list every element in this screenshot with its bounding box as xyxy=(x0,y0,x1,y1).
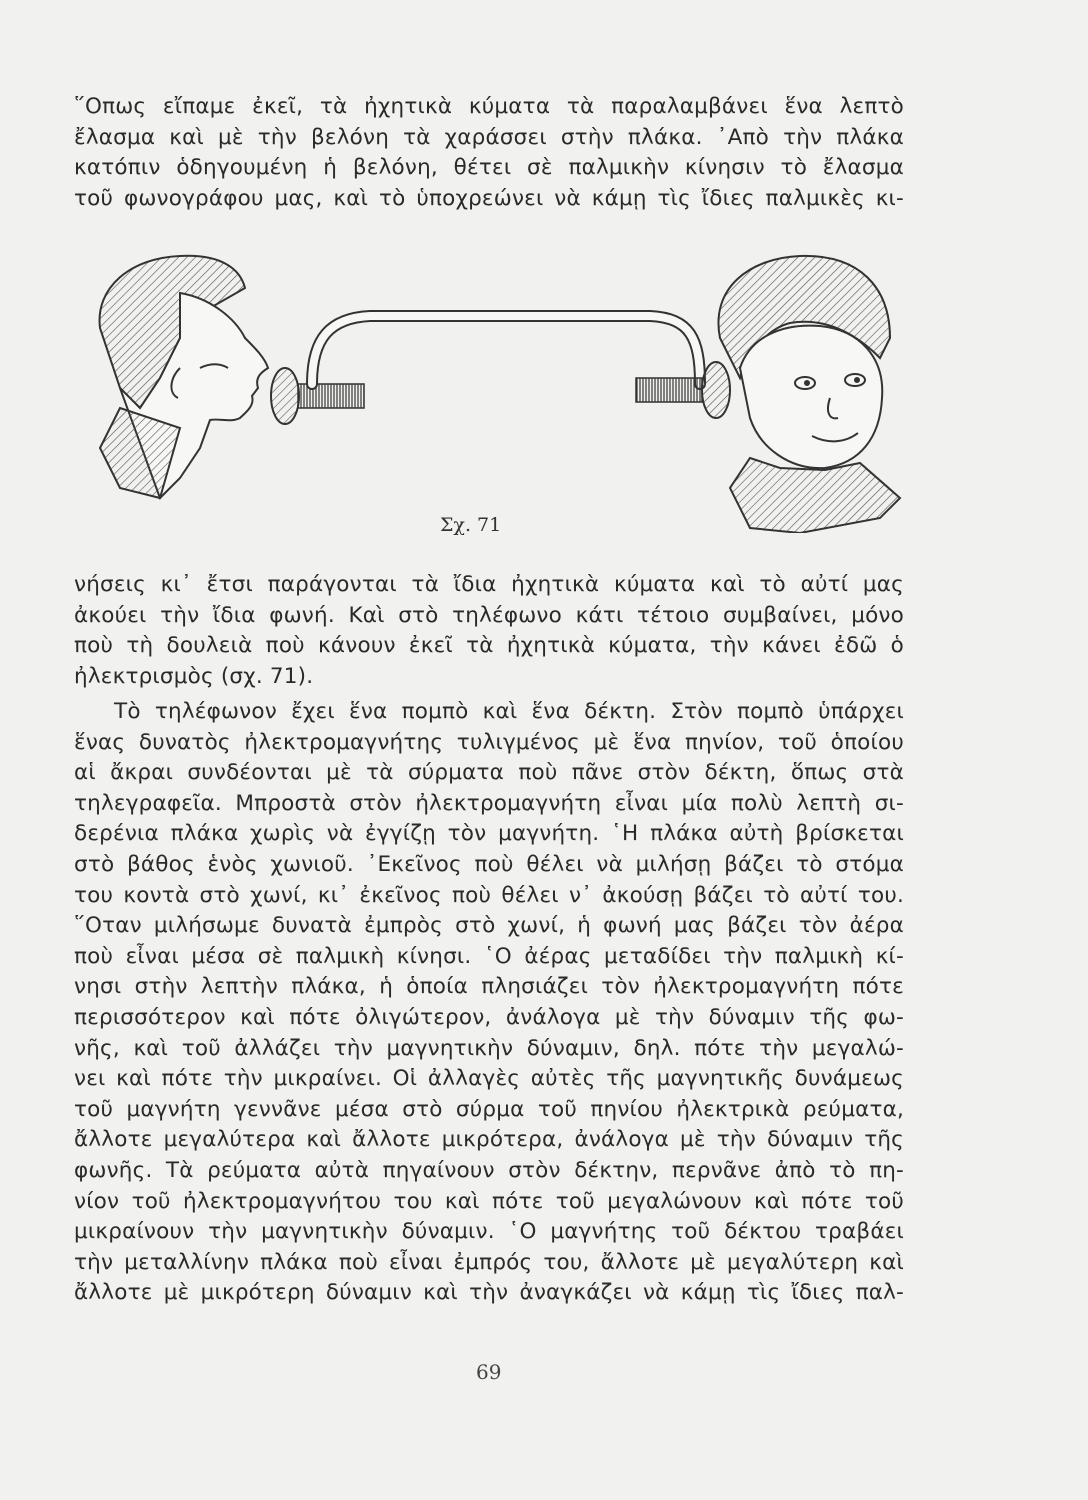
text-line: ἔλασμα καὶ μὲ τὴν βελόνη τὰ χαράσσει στὴν πλάκα. ᾿Απὸ τὴν πλάκα xyxy=(74,124,904,150)
text-line: ἄλλοτε μεγαλύτερα καὶ ἄλλοτε μικρότερα, ἀνάλογα μὲ τὴν δύναμιν τῆς xyxy=(74,1127,904,1153)
text-line: τοῦ μαγνήτη γεννᾶνε μέσα στὸ σύρμα τοῦ πηνίου ἠλεκτρικὰ ρεύματα, xyxy=(74,1096,904,1122)
text-line: φωνῆς. Τὰ ρεύματα αὐτὰ πηγαίνουν στὸν δέκτην, περνᾶνε ἀπὸ τὸ πη- xyxy=(74,1157,904,1183)
text-line: στὸ βάθος ἑνὸς χωνιοῦ. ᾿Εκεῖνος ποὺ θέλει νὰ μιλήσῃ βάζει τὸ στόμα xyxy=(74,851,904,877)
page-number: 69 xyxy=(476,1360,502,1384)
text-line: ἕνας δυνατὸς ἠλεκτρομαγνήτης τυλιγμένος μὲ ἕνα πηνίον, τοῦ ὁποίου xyxy=(74,729,904,755)
text-line: ἄλλοτε μὲ μικρότερη δύναμιν καὶ τὴν ἀναγκάζει νὰ κάμῃ τὶς ἴδιες παλ- xyxy=(74,1280,904,1306)
figure-caption: Σχ. 71 xyxy=(440,514,502,536)
text-line: τοῦ φωνογράφου μας, καὶ τὸ ὑποχρεώνει νὰ κάμῃ τὶς ἴδιες παλμικὲς κι- xyxy=(74,185,904,211)
speaking-boy-drawing xyxy=(100,256,268,498)
text-line: μικραίνουν τὴν μαγνητικὴν δύναμιν. ῾Ο μαγνήτης τοῦ δέκτου τραβάει xyxy=(74,1219,904,1245)
text-line: νησι στὴν λεπτὴν πλάκα, ἡ ὁποία πλησιάζει τὸν ἠλεκτρομαγνήτη πότε xyxy=(74,974,904,1000)
text-line: ἠλεκτρισμὸς (σχ. 71). xyxy=(74,663,314,689)
text-line: τὴν μεταλλίνην πλάκα ποὺ εἶναι ἐμπρός του, ἄλλοτε μὲ μεγαλύτερη καὶ xyxy=(74,1249,904,1275)
text-line: Τὸ τηλέφωνον ἔχει ἕνα πομπὸ καὶ ἕνα δέκτη. Στὸν πομπὸ ὑπάρχει xyxy=(114,699,904,724)
text-line: νῆς, καὶ τοῦ ἀλλάζει τὴν μαγνητικὴν δύναμιν, δηλ. πότε τὴν μεγαλώ- xyxy=(74,1035,904,1061)
paragraph-continuation xyxy=(74,570,904,692)
text-line: τηλεγραφεῖα. Μπροστὰ στὸν ἠλεκτρομαγνήτη εἶναι μία πολὺ λεπτὴ σι- xyxy=(74,790,904,816)
text-line: ῞Οταν μιλήσωμε δυνατὰ ἐμπρὸς στὸ χωνί, ἡ φωνή μας βάζει τὸν ἀέρα xyxy=(74,913,904,939)
telephone-illustration xyxy=(60,248,920,533)
text-line: αἱ ἄκραι συνδέονται μὲ τὰ σύρματα ποὺ πᾶνε στὸν δέκτη, ὅπως στὰ xyxy=(74,760,904,786)
text-line: νίον τοῦ ἠλεκτρομαγνήτου του καὶ πότε τοῦ μεγαλώνουν καὶ πότε τοῦ xyxy=(74,1188,904,1214)
text-line: περισσότερον καὶ πότε ὀλιγώτερον, ἀνάλογα μὲ τὴν δύναμιν τῆς φω- xyxy=(74,1004,904,1030)
earpiece-drawing xyxy=(636,362,730,418)
paragraph-intro xyxy=(74,92,904,214)
text-line: δερένια πλάκα χωρὶς νὰ ἐγγίζῃ τὸν μαγνήτη. ῾Η πλάκα αὐτὴ βρίσκεται xyxy=(74,821,904,847)
text-line: ποὺ τὴ δουλειὰ ποὺ κάνουν ἐκεῖ τὰ ἠχητικὰ κύματα, τὴν κάνει ἐδῶ ὁ xyxy=(74,633,904,659)
text-line: του κοντὰ στὸ χωνί, κι᾿ ἐκεῖνος ποὺ θέλει ν᾿ ἀκούσῃ βάζει τὸ αὐτί του. xyxy=(74,882,904,908)
text-line: ἀκούει τὴν ἴδια φωνή. Καὶ στὸ τηλέφωνο κάτι τέτοιο συμβαίνει, μόνο xyxy=(74,602,904,628)
text-line: ποὺ εἶναι μέσα σὲ παλμικὴ κίνησι. ῾Ο ἀέρας μεταδίδει τὴν παλμικὴ κί- xyxy=(74,943,904,969)
text-line: νει καὶ πότε τὴν μικραίνει. Οἱ ἀλλαγὲς αὐτὲς τῆς μαγνητικῆς δυνάμεως xyxy=(74,1066,904,1092)
listening-boy-drawing xyxy=(718,256,900,533)
text-line: κατόπιν ὁδηγουμένη ἡ βελόνη, θέτει σὲ παλμικὴν κίνησιν τὸ ἔλασμα xyxy=(74,155,904,181)
paragraph-telephone xyxy=(74,697,904,1309)
connecting-tube xyxy=(312,316,700,384)
text-line: νήσεις κι᾿ ἔτσι παράγονται τὰ ἴδια ἠχητικὰ κύματα καὶ τὸ αὐτί μας xyxy=(74,572,904,597)
text-line: ῞Οπως εἴπαμε ἐκεῖ, τὰ ἠχητικὰ κύματα τὰ παραλαμβάνει ἕνα λεπτὸ xyxy=(74,94,904,119)
